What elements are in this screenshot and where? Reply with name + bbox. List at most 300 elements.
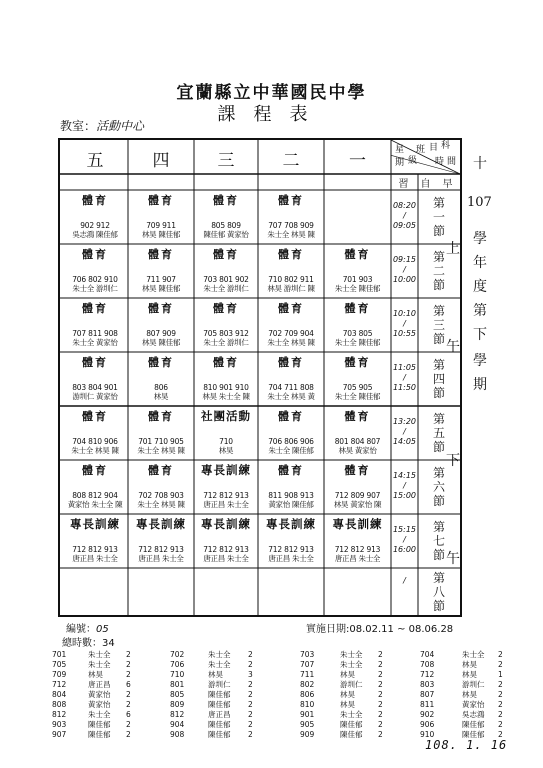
term-char: 度 [473,279,487,295]
class-list: 706 806 906 [268,437,314,446]
period-time-start: 14:15 [392,471,417,480]
day-header: 一 [349,151,366,171]
schedule-cell [258,460,324,514]
summary-teacher: 陳佳郁 [340,730,363,739]
summary-teacher: 陳佳郁 [462,720,485,729]
subject-name: 體育 [344,248,371,261]
summary-class: 808 [52,700,67,709]
teacher-list: 游圳仁 黃家怡 [72,392,118,401]
subject-name: 體育 [344,410,371,423]
period-label-char: 第 [432,466,445,480]
period-time-end: 15:00 [392,491,417,500]
summary-hours: 2 [378,710,383,719]
teacher-list: 林昊 游圳仁 陳 [267,284,315,293]
period-label-char: 節 [432,224,445,238]
teacher-list: 朱士全 林昊 陳 [137,500,185,509]
subject-name: 體育 [82,194,108,207]
schedule-cell [324,514,391,568]
schedule-cell [62,298,128,352]
summary-class: 902 [420,710,435,719]
summary-teacher: 陳佳郁 [208,700,231,709]
summary-teacher: 林昊 [208,670,223,679]
doc-id-value: 05 [96,624,109,635]
class-list: 701 710 905 [138,437,184,446]
class-list: 711 907 [146,275,176,284]
period-time-start: 13:20 [392,417,417,426]
subject-name: 體育 [278,248,304,261]
document-title: 課程表 [217,104,326,125]
summary-hours: 2 [498,720,503,729]
classroom-line [60,117,144,134]
period-time-end: 09:05 [392,221,417,230]
period-time-end: 10:00 [392,275,417,284]
summary-class: 908 [170,730,185,739]
class-list: 811 908 913 [268,491,314,500]
summary-hours: 1 [498,670,503,679]
term-char: 期 [473,377,487,393]
summary-class: 711 [300,670,315,679]
summary-teacher: 朱士全 [88,650,111,659]
subject-name: 體育 [344,356,371,369]
summary-teacher: 林昊 [340,700,355,709]
period-label-char: 節 [432,386,445,400]
timetable-grid [58,138,462,617]
morning-label-char: 自 [420,179,431,190]
summary-teacher: 游圳仁 [462,680,485,689]
summary-hours: 2 [248,650,253,659]
summary-teacher: 朱士全 [340,650,363,659]
summary-class: 803 [420,680,435,689]
summary-hours: 6 [126,680,131,689]
teacher-list: 唐正昌 朱士全 [72,554,118,563]
summary-hours: 2 [378,680,383,689]
subject-name: 體育 [148,410,174,423]
summary-class: 909 [300,730,315,739]
period-time-end: 16:00 [392,545,417,554]
subject-name: 專長訓練 [201,517,251,531]
summary-class: 812 [170,710,185,719]
class-list: 712 812 913 [268,545,314,554]
period-label-char: 節 [432,440,445,454]
subject-name: 體育 [213,194,239,207]
effective-dates-value: 08.02.11 ~ 08.06.28 [349,624,454,635]
summary-teacher: 林昊 [340,670,355,679]
summary-hours: 2 [248,690,253,699]
total-hours-value: 34 [102,638,115,649]
subject-name: 體育 [213,248,239,261]
class-list: 703 801 902 [203,275,249,284]
summary-hours: 2 [248,660,253,669]
corner-jian: 間 [447,157,457,167]
schedule-cell [324,244,391,298]
class-list: 709 911 [146,221,176,230]
teacher-list: 吳志鴻 陳佳郁 [72,230,118,239]
period-label-char: 節 [432,332,445,346]
teacher-list: 朱士全 林昊 陳 [137,446,185,455]
total-hours-label: 總時數： [62,638,102,649]
period-label-char: 五 [432,426,445,440]
summary-hours: 2 [378,720,383,729]
summary-hours: 6 [126,710,131,719]
subject-name: 體育 [213,356,239,369]
teacher-list: 陳佳郁 黃家怡 [203,230,249,239]
subject-name: 體育 [82,356,108,369]
subject-name: 體育 [213,302,239,315]
subject-name: 體育 [82,302,108,315]
period-label-char: 七 [432,534,445,548]
term-char: 下 [473,327,487,343]
summary-class: 707 [300,660,315,669]
teacher-list: 林昊 陳佳郁 [141,230,181,239]
summary-class: 907 [52,730,67,739]
period-label-char: 一 [432,210,445,224]
summary-class: 809 [170,700,185,709]
summary-teacher: 黃家怡 [462,700,485,709]
class-list: 705 803 912 [203,329,249,338]
period-time-start: 09:15 [392,255,417,264]
subject-name: 專長訓練 [332,517,383,531]
teacher-list: 林昊 陳佳郁 [141,284,181,293]
schedule-cell [62,460,128,514]
teacher-list: 朱士全 游圳仁 [72,284,118,293]
pm-label-bottom: 午 [446,551,460,567]
class-list: 707 708 909 [268,221,314,230]
classroom-name: 活動中心 [96,119,145,133]
class-list: 704 810 906 [72,437,118,446]
subject-name: 體育 [278,464,304,477]
period-time [391,352,418,406]
teacher-list: 林昊 黃家怡 陳 [333,500,382,509]
corner-header [391,142,460,174]
class-list: 712 812 913 [138,545,184,554]
pm-label-top: 下 [446,453,460,469]
schedule-cell [62,406,128,460]
summary-class: 901 [300,710,315,719]
period-label-char: 節 [432,548,445,562]
class-list: 902 912 [80,221,110,230]
schedule-cell [258,352,324,406]
term-year: 107 [467,195,492,210]
morning-self-study [391,175,460,191]
day-header: 二 [282,151,300,171]
class-list: 702 709 904 [268,329,314,338]
subject-name: 專長訓練 [266,517,316,531]
class-list: 712 812 913 [334,545,381,554]
summary-hours: 3 [248,670,253,679]
period-label-char: 第 [432,358,445,372]
period-label-char: 第 [432,570,445,585]
summary-teacher: 陳佳郁 [208,690,231,699]
summary-hours: 2 [378,700,383,709]
morning-label-char: 早 [442,179,453,190]
schedule-cell [194,298,258,352]
period-time-start: 15:15 [392,525,417,534]
summary-teacher: 林昊 [462,660,477,669]
summary-teacher: 吳志鴻 [462,710,485,719]
term-char: 第 [473,303,487,319]
summary-class: 805 [170,690,185,699]
summary-hours: 2 [248,730,253,739]
schedule-cell [194,406,258,460]
period-time-sep: / [403,373,406,382]
class-list: 803 804 901 [72,383,118,392]
summary-hours: 2 [248,720,253,729]
subject-name: 體育 [278,302,304,315]
subject-name: 體育 [82,464,108,477]
subject-name: 體育 [344,464,371,477]
classroom-label: 教室： [60,119,97,133]
summary-class: 801 [170,680,185,689]
summary-hours: 2 [498,710,503,719]
class-list: 701 903 [342,275,373,284]
schedule-cell [324,460,391,514]
schedule-cell [62,244,128,298]
summary-teacher: 朱士全 [340,660,363,669]
teacher-list: 唐正昌 朱士全 [334,554,381,563]
summary-class: 812 [52,710,67,719]
summary-hours: 2 [126,700,131,709]
schedule-cell [258,406,324,460]
class-list: 703 805 [342,329,373,338]
class-list: 702 708 903 [138,491,184,500]
doc-id [66,620,109,635]
subject-name: 體育 [82,248,108,261]
summary-hours: 2 [248,700,253,709]
schedule-cell [128,514,194,568]
subject-name: 體育 [148,248,174,261]
summary-teacher: 朱士全 [208,650,231,659]
schedule-cell [128,352,194,406]
period-time [391,406,418,460]
teacher-list: 黃家怡 陳佳郁 [268,500,314,509]
summary-teacher: 林昊 [462,690,477,699]
summary-teacher: 陳佳郁 [340,720,363,729]
teacher-list: 林昊 [218,446,234,455]
corner-xing: 星 [395,145,405,155]
summary-class: 712 [420,670,435,679]
summary-class: 703 [300,650,315,659]
corner-ke: 科 [441,141,451,151]
subject-name: 專長訓練 [70,517,120,531]
class-list: 712 812 913 [203,545,249,554]
summary-class: 810 [300,700,315,709]
corner-ji: 級 [408,156,418,166]
summary-hours: 2 [378,730,383,739]
schedule-cell [258,514,324,568]
summary-class: 704 [420,650,435,659]
term-char: 十 [473,156,487,172]
term-char: 年 [473,255,487,271]
summary-teacher: 游圳仁 [340,680,363,689]
schedule-cell [128,460,194,514]
period-label-char: 第 [432,196,445,210]
class-list: 801 804 807 [334,437,381,446]
summary-hours: 2 [498,680,503,689]
teacher-list: 朱士全 林昊 陳 [71,446,119,455]
period-time [391,460,418,514]
summary-teacher: 陳佳郁 [88,730,111,739]
print-date: 108. 1. 16 [425,738,508,752]
summary-hours: 2 [498,660,503,669]
summary-hours: 2 [126,660,131,669]
class-list: 712 812 913 [72,545,118,554]
schedule-cell [258,298,324,352]
class-list: 705 905 [342,383,373,392]
summary-hours: 2 [126,730,131,739]
teacher-list: 朱士全 游圳仁 [203,338,249,347]
am-label-bottom: 午 [446,339,460,355]
summary-class: 712 [52,680,67,689]
summary-class: 705 [52,660,67,669]
subject-name: 體育 [344,302,371,315]
corner-shi: 時 [435,157,445,167]
teacher-list: 朱士全 陳佳郁 [334,338,381,347]
period-time-sep: / [403,319,406,328]
class-list: 808 812 904 [72,491,118,500]
period-time-end: 11:50 [392,383,417,392]
class-list: 712 809 907 [334,491,381,500]
period-label-char: 二 [432,264,445,278]
period-label-char: 節 [432,494,445,508]
schedule-cell [324,406,391,460]
summary-hours: 2 [248,710,253,719]
schedule-cell [62,190,128,244]
summary-teacher: 陳佳郁 [88,720,111,729]
period-time-sep: / [403,265,406,274]
schedule-cell [324,568,391,615]
summary-teacher: 朱士全 [88,710,111,719]
summary-teacher: 朱士全 [462,650,485,659]
period-label [418,190,460,244]
summary-class: 710 [170,670,185,679]
schedule-cell [62,352,128,406]
teacher-list: 林昊 朱士全 陳 [202,392,250,401]
summary-class: 905 [300,720,315,729]
summary-class: 804 [52,690,67,699]
teacher-list: 朱士全 陳佳郁 [268,446,314,455]
teacher-list: 唐正昌 朱士全 [268,554,314,563]
period-time-end: 14:05 [392,437,417,446]
schedule-cell [194,352,258,406]
schedule-cell [194,568,258,615]
period-label-char: 第 [432,304,445,318]
schedule-cell [128,568,194,615]
period-time-sep: / [403,575,406,585]
schedule-cell [62,568,128,615]
class-list: 805 809 [211,221,241,230]
doc-id-label: 編號： [66,624,96,635]
summary-hours: 2 [498,650,503,659]
subject-name: 體育 [148,302,174,315]
summary-hours: 2 [498,700,503,709]
day-header: 五 [86,151,104,171]
subject-name: 體育 [278,194,304,207]
summary-class: 811 [420,700,435,709]
summary-hours: 2 [378,650,383,659]
summary-hours: 2 [498,730,503,739]
class-list: 707 811 908 [72,329,118,338]
subject-name: 體育 [148,356,174,369]
subject-name: 體育 [148,464,174,477]
teacher-list: 朱士全 陳佳郁 [334,284,381,293]
summary-teacher: 朱士全 [88,660,111,669]
period-label-char: 第 [432,520,445,534]
summary-class: 701 [52,650,67,659]
corner-qi: 期 [395,158,405,168]
period-label-char: 第 [432,412,445,426]
teacher-list: 朱士全 林昊 陳 [267,338,315,347]
summary-teacher: 朱士全 [340,710,363,719]
day-header: 四 [152,151,170,171]
summary-hours: 2 [248,680,253,689]
class-list: 710 802 911 [268,275,314,284]
teacher-list: 唐正昌 朱士全 [138,554,184,563]
subject-name: 體育 [82,410,108,423]
day-header: 三 [217,151,235,171]
summary-teacher: 林昊 [462,670,477,679]
summary-teacher: 唐正昌 [208,710,231,719]
schedule-cell [258,244,324,298]
term-char: 學 [473,353,487,369]
schedule-cell [62,514,128,568]
corner-ban: 班 [416,145,426,155]
school-name: 宜蘭縣立中華國民中學 [176,83,367,103]
summary-hours: 2 [378,670,383,679]
summary-teacher: 陳佳郁 [208,720,231,729]
summary-hours: 2 [378,660,383,669]
summary-teacher: 林昊 [340,690,355,699]
total-hours [62,634,115,649]
teacher-list: 林昊 陳佳郁 [141,338,181,347]
summary-class: 702 [170,650,185,659]
summary-teacher: 陳佳郁 [208,730,231,739]
period-time-sep: / [403,211,406,220]
schedule-cell [194,244,258,298]
schedule-cell [128,406,194,460]
period-label-char: 三 [432,318,445,332]
period-time-start: 08:20 [392,201,417,210]
schedule-cell [258,190,324,244]
period-label-char: 四 [432,372,445,386]
schedule-cell [194,460,258,514]
period-label [418,568,460,615]
teacher-list: 朱士全 黃家怡 [72,338,118,347]
teacher-list: 唐正昌 朱士全 [203,554,249,563]
summary-teacher: 游圳仁 [208,680,231,689]
corner-mu: 目 [429,143,439,153]
subject-name: 專長訓練 [136,517,186,531]
period-time [391,244,418,298]
period-time [391,298,418,352]
teacher-list: 唐正昌 朱士全 [203,500,249,509]
summary-class: 806 [300,690,315,699]
period-label [418,352,460,406]
period-label-char: 節 [432,598,445,613]
period-time [391,568,418,615]
summary-class: 807 [420,690,435,699]
subject-name: 體育 [148,194,174,207]
schedule-cell [194,514,258,568]
summary-hours: 2 [498,690,503,699]
summary-teacher: 唐正昌 [88,680,111,689]
class-list: 710 [219,437,233,446]
period-time-start: 10:10 [392,309,417,318]
subject-name: 體育 [278,356,304,369]
summary-class: 904 [170,720,185,729]
summary-class: 903 [52,720,67,729]
period-label-char: 節 [432,278,445,292]
period-time-start: 11:05 [392,363,417,372]
